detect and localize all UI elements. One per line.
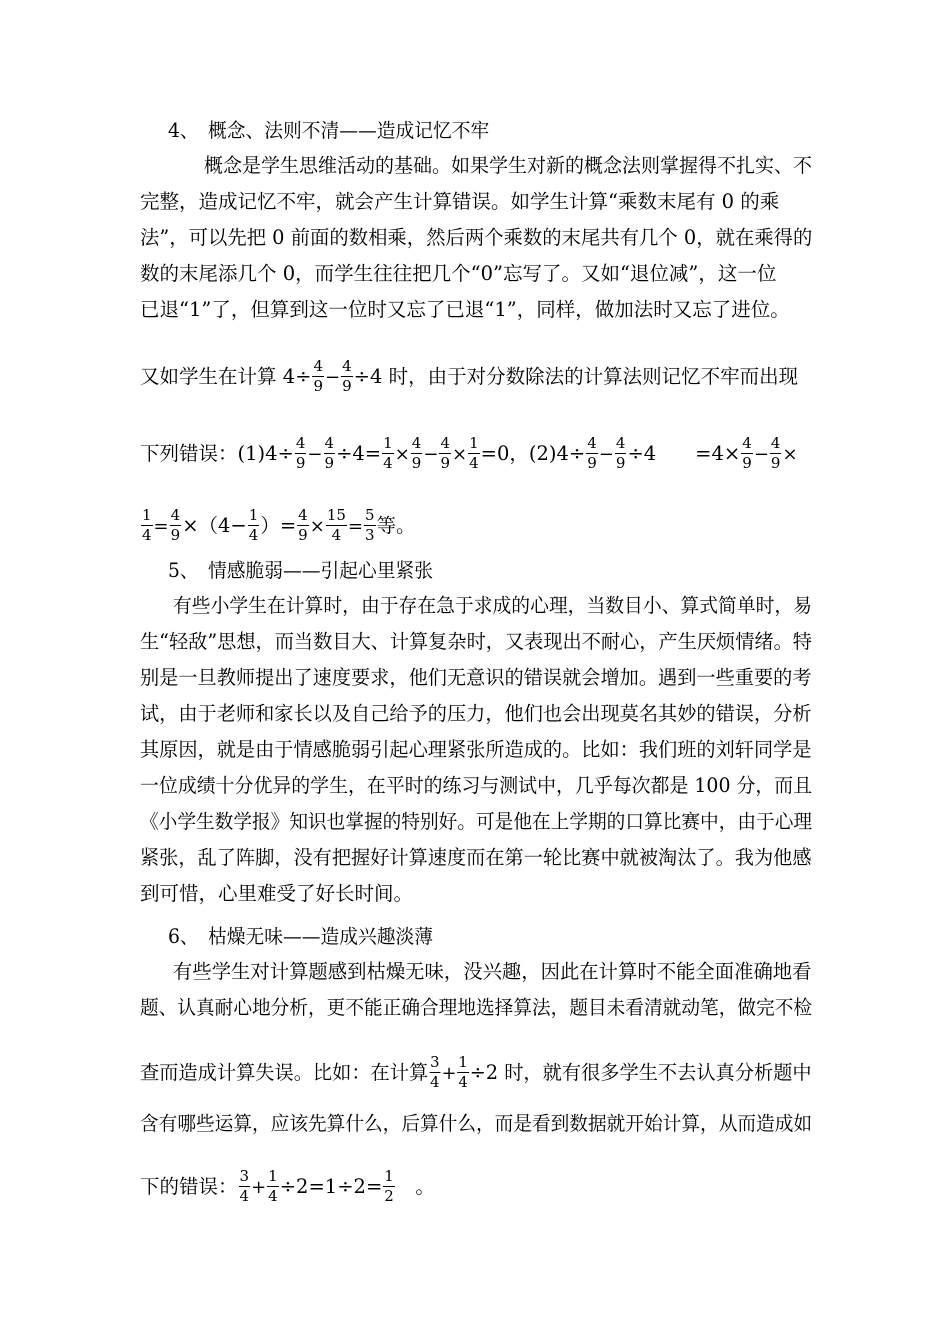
text-segment: 又如学生在计算 4÷ bbox=[140, 365, 312, 388]
fraction bbox=[326, 506, 347, 545]
text-segment: 查而造成计算失误。比如：在计算 bbox=[140, 1061, 429, 1084]
fraction bbox=[770, 434, 782, 473]
paragraph-line: 有些小学生在计算时，由于存在急于求成的心理，当数目小、算式简单时，易 bbox=[173, 594, 813, 617]
fraction-numerator: 4 bbox=[742, 434, 752, 452]
math-line-4 bbox=[140, 1053, 812, 1093]
text-segment: 下的错误： bbox=[140, 1175, 238, 1198]
paragraph-line: 完整，造成记忆不牢，就会产生计算错误。如学生计算“乘数末尾有 0 的乘 bbox=[140, 190, 780, 213]
fraction bbox=[457, 1053, 468, 1092]
minus-sign: − bbox=[307, 444, 323, 465]
fraction-denominator: 9 bbox=[295, 454, 306, 472]
fraction bbox=[239, 1167, 251, 1206]
fraction-numerator: 1 bbox=[384, 1167, 394, 1185]
math-line-1 bbox=[140, 358, 810, 397]
math-line-5 bbox=[140, 1168, 810, 1207]
text-segment: ）= bbox=[260, 514, 297, 537]
plus-sign: + bbox=[251, 1177, 267, 1198]
equals-sign: = bbox=[347, 516, 363, 537]
fraction-denominator: 9 bbox=[342, 377, 352, 395]
paragraph-line: 别是一旦教师提出了速度要求，他们无意识的错误就会增加。遇到一些重要的考 bbox=[140, 666, 812, 689]
fraction bbox=[411, 434, 423, 473]
fraction bbox=[439, 434, 451, 473]
fraction-denominator: 4 bbox=[469, 454, 479, 472]
paragraph-line: 《小学生数学报》知识也掌握的特别好。可是他在上学期的口算比赛中，由于心理 bbox=[140, 810, 813, 833]
fraction-numerator: 4 bbox=[342, 357, 352, 375]
fraction-denominator: 9 bbox=[615, 454, 626, 472]
fraction-denominator: 4 bbox=[430, 1073, 440, 1091]
section-6-heading: 6、 枯燥无味——造成兴趣淡薄 bbox=[168, 925, 433, 948]
fraction bbox=[364, 506, 376, 545]
fraction-numerator: 15 bbox=[326, 506, 346, 524]
fraction-numerator: 4 bbox=[298, 506, 308, 524]
fraction-denominator: 9 bbox=[742, 454, 752, 472]
fraction bbox=[341, 357, 353, 396]
fraction bbox=[141, 506, 153, 545]
fraction-numerator: 5 bbox=[365, 506, 375, 524]
minus-sign: − bbox=[753, 444, 769, 465]
fraction-numerator: 4 bbox=[770, 434, 781, 452]
times-sign: × bbox=[394, 444, 410, 465]
fraction-denominator: 9 bbox=[770, 454, 781, 472]
fraction bbox=[383, 1167, 395, 1206]
fraction-denominator: 4 bbox=[331, 526, 342, 544]
paragraph-line: 题、认真耐心地分析，更不能正确合理地选择算法，题目未看清就动笔，做完不检 bbox=[140, 996, 813, 1019]
paragraph-line: 生“轻敌”思想，而当数目大、计算复杂时，又表现出不耐心，产生厌烦情绪。特 bbox=[140, 630, 812, 653]
paragraph-line: 试，由于老师和家长以及自己给予的压力，他们也会出现莫名其妙的错误，分析 bbox=[140, 702, 812, 725]
fraction bbox=[295, 434, 307, 473]
fraction-numerator: 1 bbox=[458, 1053, 468, 1071]
paragraph-line: 紧张，乱了阵脚，没有把握好计算速度而在第一轮比赛中就被淘汰了。我为他感 bbox=[140, 846, 812, 869]
fraction bbox=[297, 506, 309, 545]
fraction-numerator: 1 bbox=[142, 506, 152, 524]
fraction-numerator: 1 bbox=[268, 1167, 278, 1185]
plus-sign: + bbox=[441, 1063, 457, 1084]
fraction-numerator: 3 bbox=[430, 1053, 440, 1071]
section-4-heading: 4、 概念、法则不清——造成记忆不牢 bbox=[168, 119, 490, 142]
text-segment: ÷2=1÷2= bbox=[279, 1175, 383, 1198]
text-segment: =0，(2)4÷ bbox=[480, 442, 586, 465]
text-segment: ÷4 时，由于对分数除法的计算法则记忆不牢而出现 bbox=[353, 365, 799, 388]
fraction-numerator: 1 bbox=[248, 506, 259, 524]
minus-sign: − bbox=[598, 444, 614, 465]
fraction-denominator: 9 bbox=[324, 454, 335, 472]
fraction bbox=[267, 1167, 279, 1206]
text-segment: 等。 bbox=[376, 514, 416, 537]
math-line-3 bbox=[140, 507, 810, 546]
fraction bbox=[468, 434, 480, 473]
fraction-numerator: 4 bbox=[587, 434, 597, 452]
math-line-2 bbox=[140, 435, 810, 474]
fraction-denominator: 4 bbox=[268, 1187, 278, 1205]
paragraph-line: 概念是学生思维活动的基础。如果学生对新的概念法则掌握得不扎实、不 bbox=[204, 154, 813, 177]
fraction-denominator: 9 bbox=[587, 454, 597, 472]
fraction-denominator: 4 bbox=[239, 1187, 250, 1205]
fraction-numerator: 1 bbox=[469, 434, 479, 452]
paragraph-line: 已退“1”了，但算到这一位时又忘了已退“1”，同样，做加法时又忘了进位。 bbox=[140, 298, 790, 321]
fraction bbox=[586, 434, 598, 473]
fraction-denominator: 3 bbox=[365, 526, 375, 544]
fraction-denominator: 4 bbox=[142, 526, 152, 544]
fraction-denominator: 9 bbox=[313, 377, 323, 395]
fraction-numerator: 4 bbox=[170, 506, 181, 524]
times-sign: × bbox=[309, 516, 325, 537]
fraction-numerator: 3 bbox=[239, 1167, 250, 1185]
times-sign: × bbox=[782, 444, 798, 465]
fraction-denominator: 4 bbox=[248, 526, 259, 544]
section-5-heading: 5、 情感脆弱——引起心里紧张 bbox=[168, 559, 433, 582]
fraction-numerator: 1 bbox=[383, 434, 393, 452]
paragraph-line: 有些学生对计算题感到枯燥无味，没兴趣，因此在计算时不能全面准确地看 bbox=[173, 960, 812, 983]
minus-sign: − bbox=[423, 444, 439, 465]
paragraph-line: 含有哪些运算，应该先算什么，后算什么，而是看到数据就开始计算，从而造成如 bbox=[140, 1112, 813, 1135]
fraction-denominator: 4 bbox=[458, 1073, 468, 1091]
paragraph-line: 一位成绩十分优异的学生，在平时的练习与测试中，几乎每次都是 100 分，而且 bbox=[140, 774, 813, 797]
text-segment: ÷4 =4× bbox=[627, 442, 741, 465]
fraction-numerator: 4 bbox=[615, 434, 626, 452]
fraction-denominator: 9 bbox=[411, 454, 422, 472]
fraction-numerator: 4 bbox=[411, 434, 422, 452]
equals-sign: = bbox=[153, 516, 169, 537]
fraction-numerator: 4 bbox=[440, 434, 450, 452]
minus-sign: − bbox=[325, 367, 341, 388]
fraction bbox=[248, 506, 260, 545]
fraction bbox=[429, 1053, 440, 1092]
paragraph-line: 到可惜，心里难受了好长时间。 bbox=[140, 882, 414, 905]
fraction bbox=[324, 434, 336, 473]
fraction-denominator: 9 bbox=[170, 526, 181, 544]
text-segment: ÷4= bbox=[336, 442, 382, 465]
text-segment: 。 bbox=[395, 1175, 435, 1198]
fraction-denominator: 9 bbox=[440, 454, 450, 472]
fraction-denominator: 9 bbox=[298, 526, 308, 544]
fraction-denominator: 4 bbox=[383, 454, 393, 472]
fraction bbox=[382, 434, 394, 473]
paragraph-line: 法”，可以先把 0 前面的数相乘，然后两个乘数的末尾共有几个 0，就在乘得的 bbox=[140, 226, 813, 249]
times-sign: × bbox=[451, 444, 468, 465]
fraction-numerator: 4 bbox=[324, 434, 335, 452]
text-segment: ×（4− bbox=[182, 514, 247, 537]
paragraph-line: 数的末尾添几个 0，而学生往往把几个“0”忘写了。又如“退位减”，这一位 bbox=[140, 262, 777, 285]
fraction-numerator: 4 bbox=[313, 357, 323, 375]
fraction-denominator: 2 bbox=[384, 1187, 394, 1205]
text-segment: ÷2 时，就有很多学生不去认真分析题中 bbox=[469, 1061, 812, 1084]
fraction bbox=[741, 434, 753, 473]
text-segment: 下列错误：(1)4÷ bbox=[140, 442, 294, 465]
fraction-numerator: 4 bbox=[295, 434, 306, 452]
fraction bbox=[615, 434, 627, 473]
paragraph-line: 其原因，就是由于情感脆弱引起心理紧张所造成的。比如：我们班的刘轩同学是 bbox=[140, 738, 812, 761]
fraction bbox=[170, 506, 182, 545]
fraction bbox=[312, 357, 324, 396]
